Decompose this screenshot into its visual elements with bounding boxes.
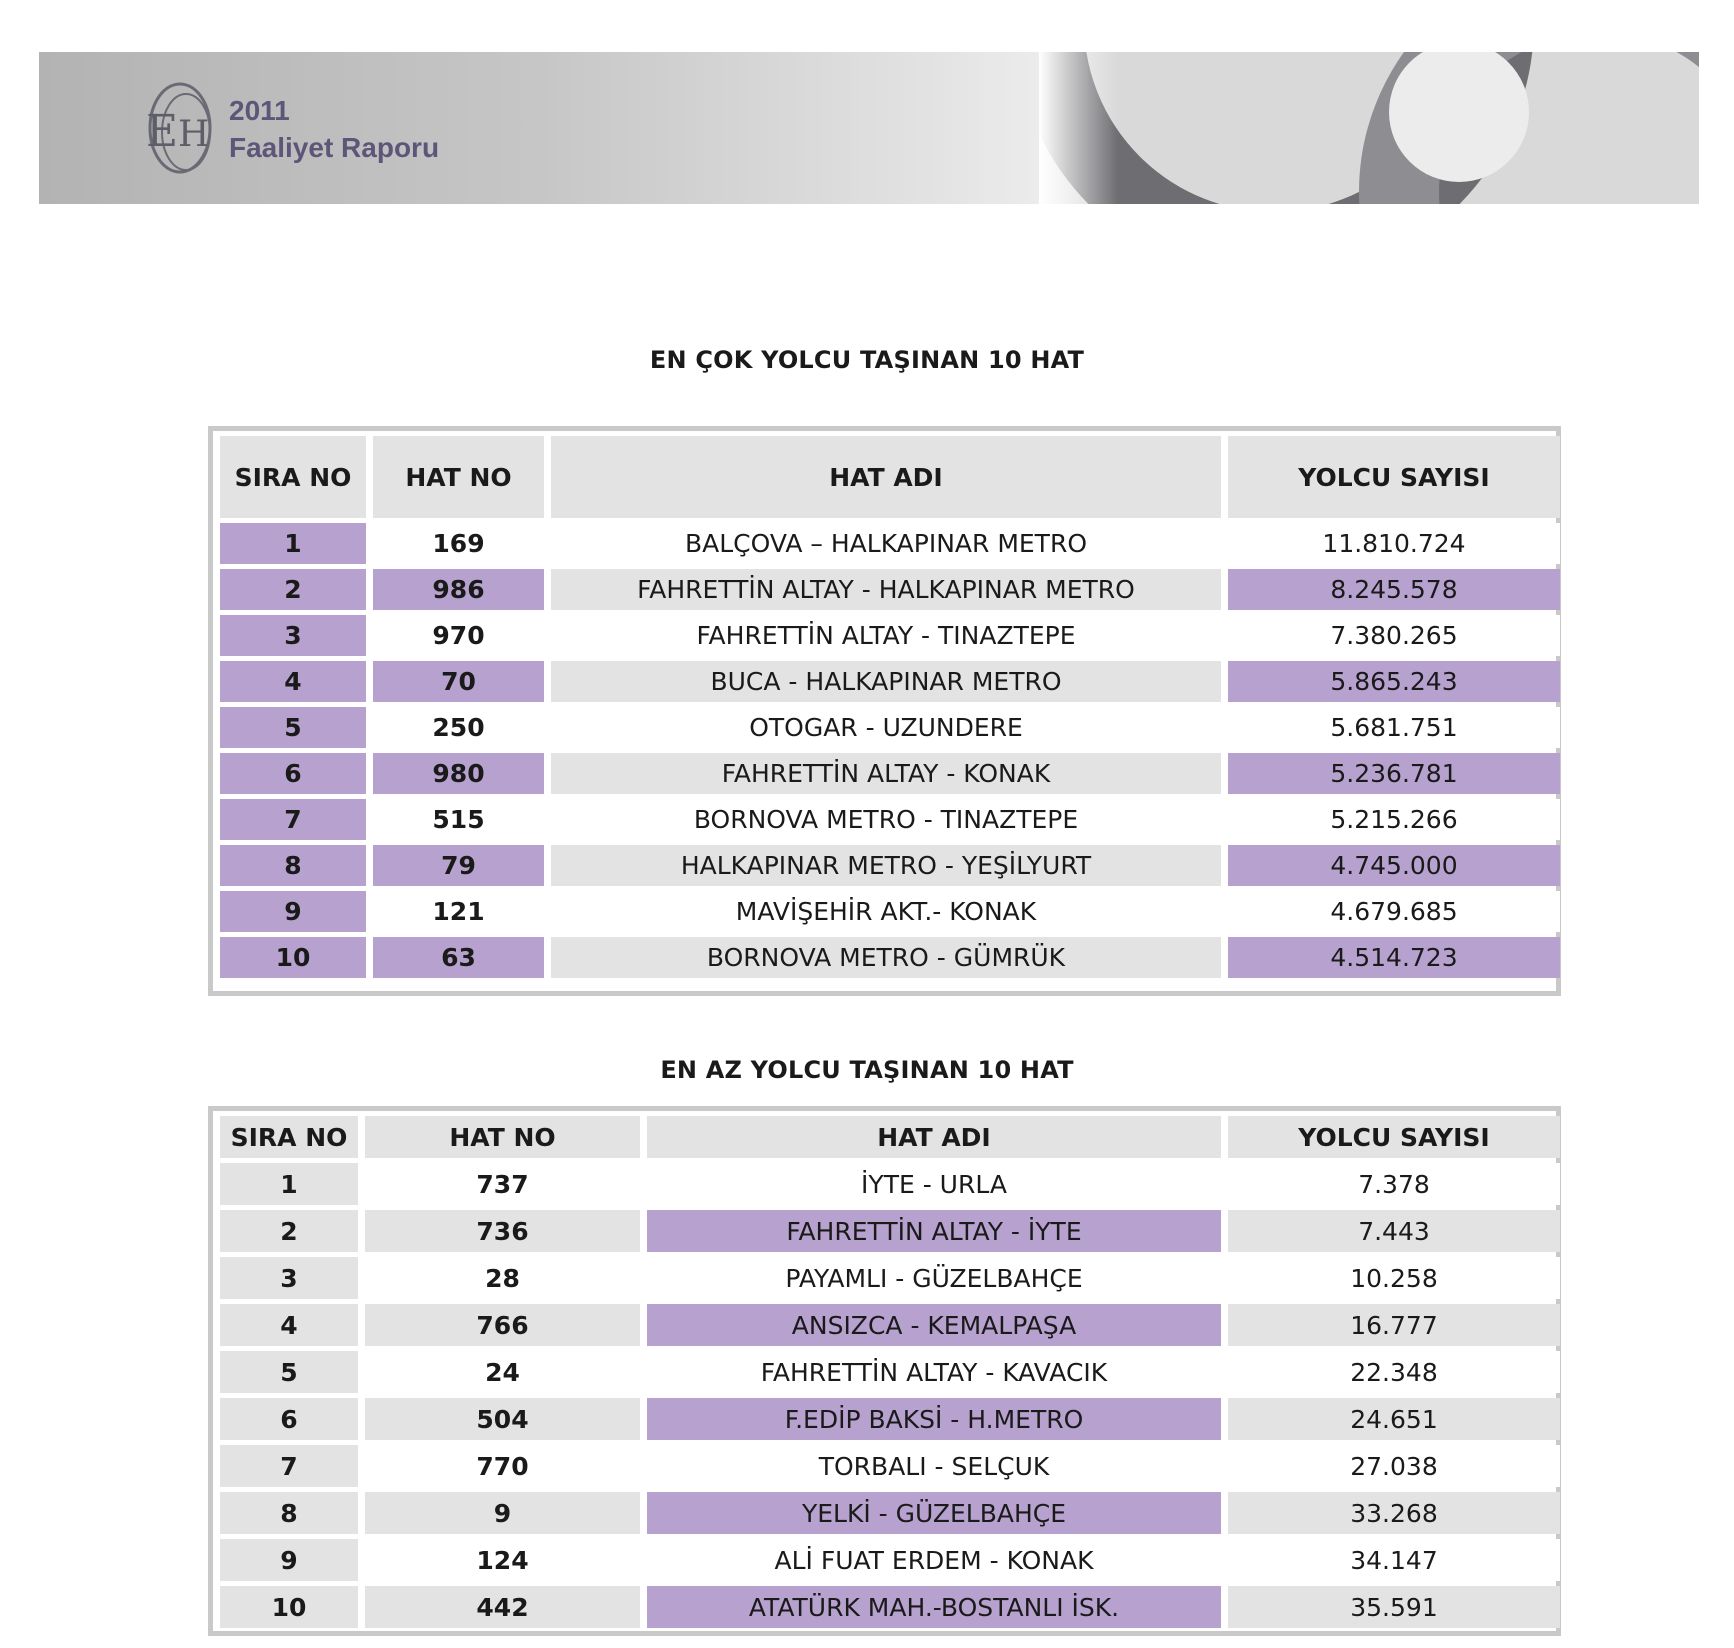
table-row xyxy=(220,1210,1560,1252)
table-row xyxy=(220,707,1560,748)
table-row xyxy=(220,1163,1560,1205)
column-header-sira-no: SIRA NO xyxy=(220,1116,358,1158)
yolcu-sayisi-cell: 22.348 xyxy=(1228,1351,1560,1393)
table-row xyxy=(220,799,1560,840)
sira-no-cell: 2 xyxy=(220,1210,358,1252)
table-row xyxy=(220,1257,1560,1299)
hat-no-cell: 9 xyxy=(365,1492,640,1534)
yolcu-sayisi-cell: 5.215.266 xyxy=(1228,799,1560,840)
table-row xyxy=(220,891,1560,932)
hat-no-cell: 970 xyxy=(373,615,544,656)
hat-adi-cell: ATATÜRK MAH.-BOSTANLI İSK. xyxy=(647,1586,1221,1628)
yolcu-sayisi-cell: 7.378 xyxy=(1228,1163,1560,1205)
sira-no-cell: 4 xyxy=(220,1304,358,1346)
yolcu-sayisi-cell: 34.147 xyxy=(1228,1539,1560,1581)
table-row xyxy=(220,523,1560,564)
hat-adi-cell: FAHRETTİN ALTAY - HALKAPINAR METRO xyxy=(551,569,1221,610)
sira-no-cell: 2 xyxy=(220,569,366,610)
table-row xyxy=(220,1539,1560,1581)
sira-no-cell: 3 xyxy=(220,1257,358,1299)
hat-adi-cell: BORNOVA METRO - TINAZTEPE xyxy=(551,799,1221,840)
yolcu-sayisi-cell: 4.514.723 xyxy=(1228,937,1560,978)
top-lines-table xyxy=(208,426,1561,996)
hat-no-cell: 28 xyxy=(365,1257,640,1299)
table-row xyxy=(220,1304,1560,1346)
sira-no-cell: 7 xyxy=(220,799,366,840)
table-row xyxy=(220,1445,1560,1487)
table-row xyxy=(220,615,1560,656)
hat-no-cell: 980 xyxy=(373,753,544,794)
column-header-hat-adi: HAT ADI xyxy=(551,436,1221,518)
sira-no-cell: 8 xyxy=(220,1492,358,1534)
svg-text:E: E xyxy=(146,106,179,157)
sira-no-cell: 9 xyxy=(220,1539,358,1581)
hat-adi-cell: ALİ FUAT ERDEM - KONAK xyxy=(647,1539,1221,1581)
column-header-hat-adi: HAT ADI xyxy=(647,1116,1221,1158)
sira-no-cell: 10 xyxy=(220,937,366,978)
hat-adi-cell: İYTE - URLA xyxy=(647,1163,1221,1205)
bottom-lines-table xyxy=(208,1106,1561,1636)
table-header-row xyxy=(220,436,1560,518)
hat-adi-cell: MAVİŞEHİR AKT.- KONAK xyxy=(551,891,1221,932)
yolcu-sayisi-cell: 33.268 xyxy=(1228,1492,1560,1534)
sira-no-cell: 3 xyxy=(220,615,366,656)
yolcu-sayisi-cell: 5.681.751 xyxy=(1228,707,1560,748)
yolcu-sayisi-cell: 35.591 xyxy=(1228,1586,1560,1628)
report-title: Faaliyet Raporu xyxy=(229,132,440,163)
hat-no-cell: 24 xyxy=(365,1351,640,1393)
hat-adi-cell: FAHRETTİN ALTAY - KAVACIK xyxy=(647,1351,1221,1393)
hat-adi-cell: YELKİ - GÜZELBAHÇE xyxy=(647,1492,1221,1534)
table-row xyxy=(220,1492,1560,1534)
sira-no-cell: 9 xyxy=(220,891,366,932)
hat-no-cell: 70 xyxy=(373,661,544,702)
sira-no-cell: 5 xyxy=(220,707,366,748)
hat-no-cell: 442 xyxy=(365,1586,640,1628)
yolcu-sayisi-cell: 5.236.781 xyxy=(1228,753,1560,794)
hat-no-cell: 766 xyxy=(365,1304,640,1346)
sira-no-cell: 5 xyxy=(220,1351,358,1393)
yolcu-sayisi-cell: 27.038 xyxy=(1228,1445,1560,1487)
hat-adi-cell: ANSIZCA - KEMALPAŞA xyxy=(647,1304,1221,1346)
hat-no-cell: 770 xyxy=(365,1445,640,1487)
yolcu-sayisi-cell: 7.380.265 xyxy=(1228,615,1560,656)
svg-text:H: H xyxy=(178,114,210,155)
sira-no-cell: 6 xyxy=(220,753,366,794)
table-row xyxy=(220,753,1560,794)
yolcu-sayisi-cell: 5.865.243 xyxy=(1228,661,1560,702)
hat-adi-cell: OTOGAR - UZUNDERE xyxy=(551,707,1221,748)
hat-no-cell: 515 xyxy=(373,799,544,840)
hat-adi-cell: FAHRETTİN ALTAY - İYTE xyxy=(647,1210,1221,1252)
yolcu-sayisi-cell: 7.443 xyxy=(1228,1210,1560,1252)
hat-no-cell: 504 xyxy=(365,1398,640,1440)
yolcu-sayisi-cell: 4.679.685 xyxy=(1228,891,1560,932)
yolcu-sayisi-cell: 11.810.724 xyxy=(1228,523,1560,564)
report-year: 2011 xyxy=(229,95,290,126)
table-row xyxy=(220,1398,1560,1440)
hat-no-cell: 63 xyxy=(373,937,544,978)
column-header-hat-no: HAT NO xyxy=(373,436,544,518)
sira-no-cell: 4 xyxy=(220,661,366,702)
hat-no-cell: 737 xyxy=(365,1163,640,1205)
yolcu-sayisi-cell: 4.745.000 xyxy=(1228,845,1560,886)
table-row xyxy=(220,845,1560,886)
column-header-yolcu-sayisi: YOLCU SAYISI xyxy=(1228,436,1560,518)
column-header-yolcu-sayisi: YOLCU SAYISI xyxy=(1228,1116,1560,1158)
yolcu-sayisi-cell: 8.245.578 xyxy=(1228,569,1560,610)
eshot-logo xyxy=(142,80,222,178)
yolcu-sayisi-cell: 10.258 xyxy=(1228,1257,1560,1299)
hat-adi-cell: BORNOVA METRO - GÜMRÜK xyxy=(551,937,1221,978)
bottom-table-title: EN AZ YOLCU TAŞINAN 10 HAT xyxy=(660,1056,1074,1084)
sira-no-cell: 7 xyxy=(220,1445,358,1487)
hat-adi-cell: BALÇOVA – HALKAPINAR METRO xyxy=(551,523,1221,564)
hat-no-cell: 121 xyxy=(373,891,544,932)
hat-adi-cell: BUCA - HALKAPINAR METRO xyxy=(551,661,1221,702)
hat-adi-cell: F.EDİP BAKSİ - H.METRO xyxy=(647,1398,1221,1440)
decorative-rings-graphic xyxy=(1039,52,1699,204)
report-header-banner xyxy=(39,52,1699,204)
hat-adi-cell: FAHRETTİN ALTAY - TINAZTEPE xyxy=(551,615,1221,656)
hat-no-cell: 250 xyxy=(373,707,544,748)
sira-no-cell: 1 xyxy=(220,523,366,564)
hat-no-cell: 736 xyxy=(365,1210,640,1252)
column-header-sira-no: SIRA NO xyxy=(220,436,366,518)
table-row xyxy=(220,1586,1560,1628)
hat-no-cell: 124 xyxy=(365,1539,640,1581)
yolcu-sayisi-cell: 16.777 xyxy=(1228,1304,1560,1346)
table-row xyxy=(220,1351,1560,1393)
table-row xyxy=(220,661,1560,702)
sira-no-cell: 6 xyxy=(220,1398,358,1440)
yolcu-sayisi-cell: 24.651 xyxy=(1228,1398,1560,1440)
table-header-row xyxy=(220,1116,1560,1158)
hat-adi-cell: FAHRETTİN ALTAY - KONAK xyxy=(551,753,1221,794)
hat-adi-cell: PAYAMLI - GÜZELBAHÇE xyxy=(647,1257,1221,1299)
hat-no-cell: 986 xyxy=(373,569,544,610)
table-row xyxy=(220,569,1560,610)
sira-no-cell: 10 xyxy=(220,1586,358,1628)
hat-adi-cell: HALKAPINAR METRO - YEŞİLYURT xyxy=(551,845,1221,886)
hat-no-cell: 79 xyxy=(373,845,544,886)
report-brand xyxy=(229,92,439,166)
table-row xyxy=(220,937,1560,978)
hat-adi-cell: TORBALI - SELÇUK xyxy=(647,1445,1221,1487)
sira-no-cell: 8 xyxy=(220,845,366,886)
sira-no-cell: 1 xyxy=(220,1163,358,1205)
hat-no-cell: 169 xyxy=(373,523,544,564)
top-table-title: EN ÇOK YOLCU TAŞINAN 10 HAT xyxy=(649,346,1085,374)
column-header-hat-no: HAT NO xyxy=(365,1116,640,1158)
